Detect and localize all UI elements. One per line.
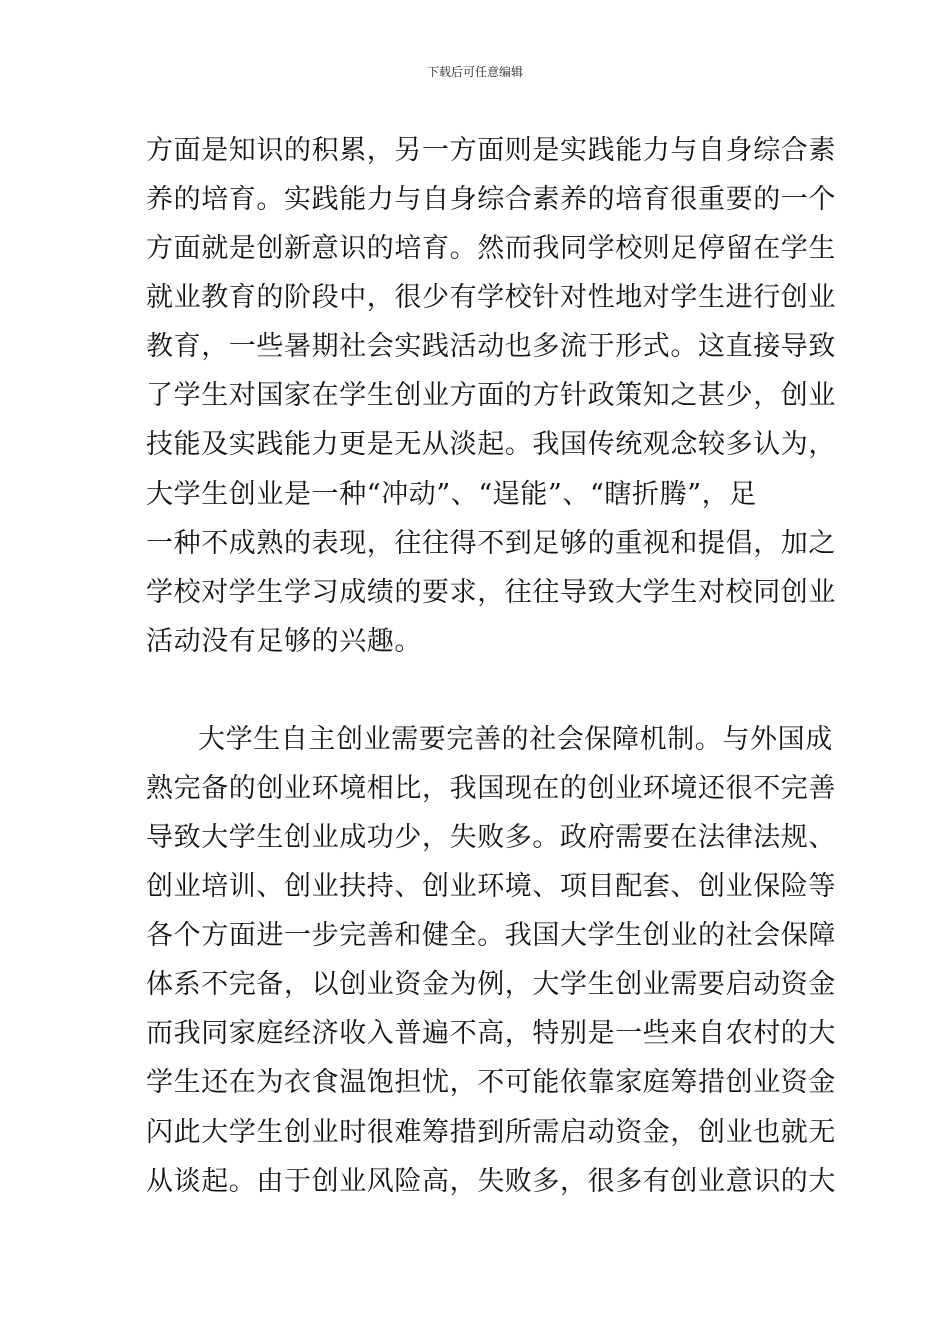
text-line: 养的培育。实践能力与自身综合素养的培育很重要的一个 — [146, 184, 836, 215]
text-line: 闪此大学生创业时很难筹措到所需启动资金，创业也就无 — [146, 1117, 836, 1148]
text-line: 从谈起。由于创业风险高，失败多，很多有创业意识的大 — [146, 1166, 836, 1197]
text-line: 了学生对国家在学生创业方面的方针政策知之甚少，创业 — [146, 380, 836, 411]
text-line: 方面是知识的积累，另一方面则是实践能力与自身综合素 — [146, 135, 836, 166]
text-line: 学校对学生学习成绩的要求，往往导致大学生对校同创业 — [146, 577, 836, 608]
text-line: 导致大学生创业成功少，失败多。政府需要在法律法规、 — [146, 822, 836, 853]
page-header: 下载后可任意编辑 — [426, 65, 523, 79]
text-line: 就业教育的阶段中，很少有学校针对性地对学生进行创业 — [146, 282, 836, 313]
text-line: 创业培训、创业扶持、创业环境、项目配套、创业保险等 — [146, 871, 836, 902]
text-line: 而我同家庭经济收入普遍不高，特别是一些来自农村的大 — [146, 1018, 836, 1049]
text-line: 方面就是创新意识的培育。然而我同学校则足停留在学生 — [146, 233, 836, 264]
text-line: 一种不成熟的表现，往往得不到足够的重视和提倡，加之 — [146, 528, 836, 559]
text-line: 体系不完备，以创业资金为例，大学生创业需要启动资金 — [146, 969, 836, 1000]
text-line: 学生还在为衣食温饱担忧，不可能依靠家庭筹措创业资金 — [146, 1067, 836, 1098]
text-line: 各个方面进一步完善和健全。我国大学生创业的社会保障 — [146, 920, 836, 951]
text-line: 技能及实践能力更是无从淡起。我国传统观念较多认为， — [146, 429, 836, 460]
text-line: 大学生创业是一种“冲动”、“逞能”、“瞎折腾”，足 — [146, 479, 757, 510]
text-line: 教育，一些暑期社会实践活动也多流于形式。这直接导致 — [146, 331, 836, 362]
text-line: 熟完备的创业环境相比，我国现在的创业环境还很不完善 — [146, 773, 836, 804]
text-line: 大学生自主创业需要完善的社会保障机制。与外国成 — [198, 724, 833, 755]
text-line: 活动没有足够的兴趣。 — [146, 626, 422, 657]
